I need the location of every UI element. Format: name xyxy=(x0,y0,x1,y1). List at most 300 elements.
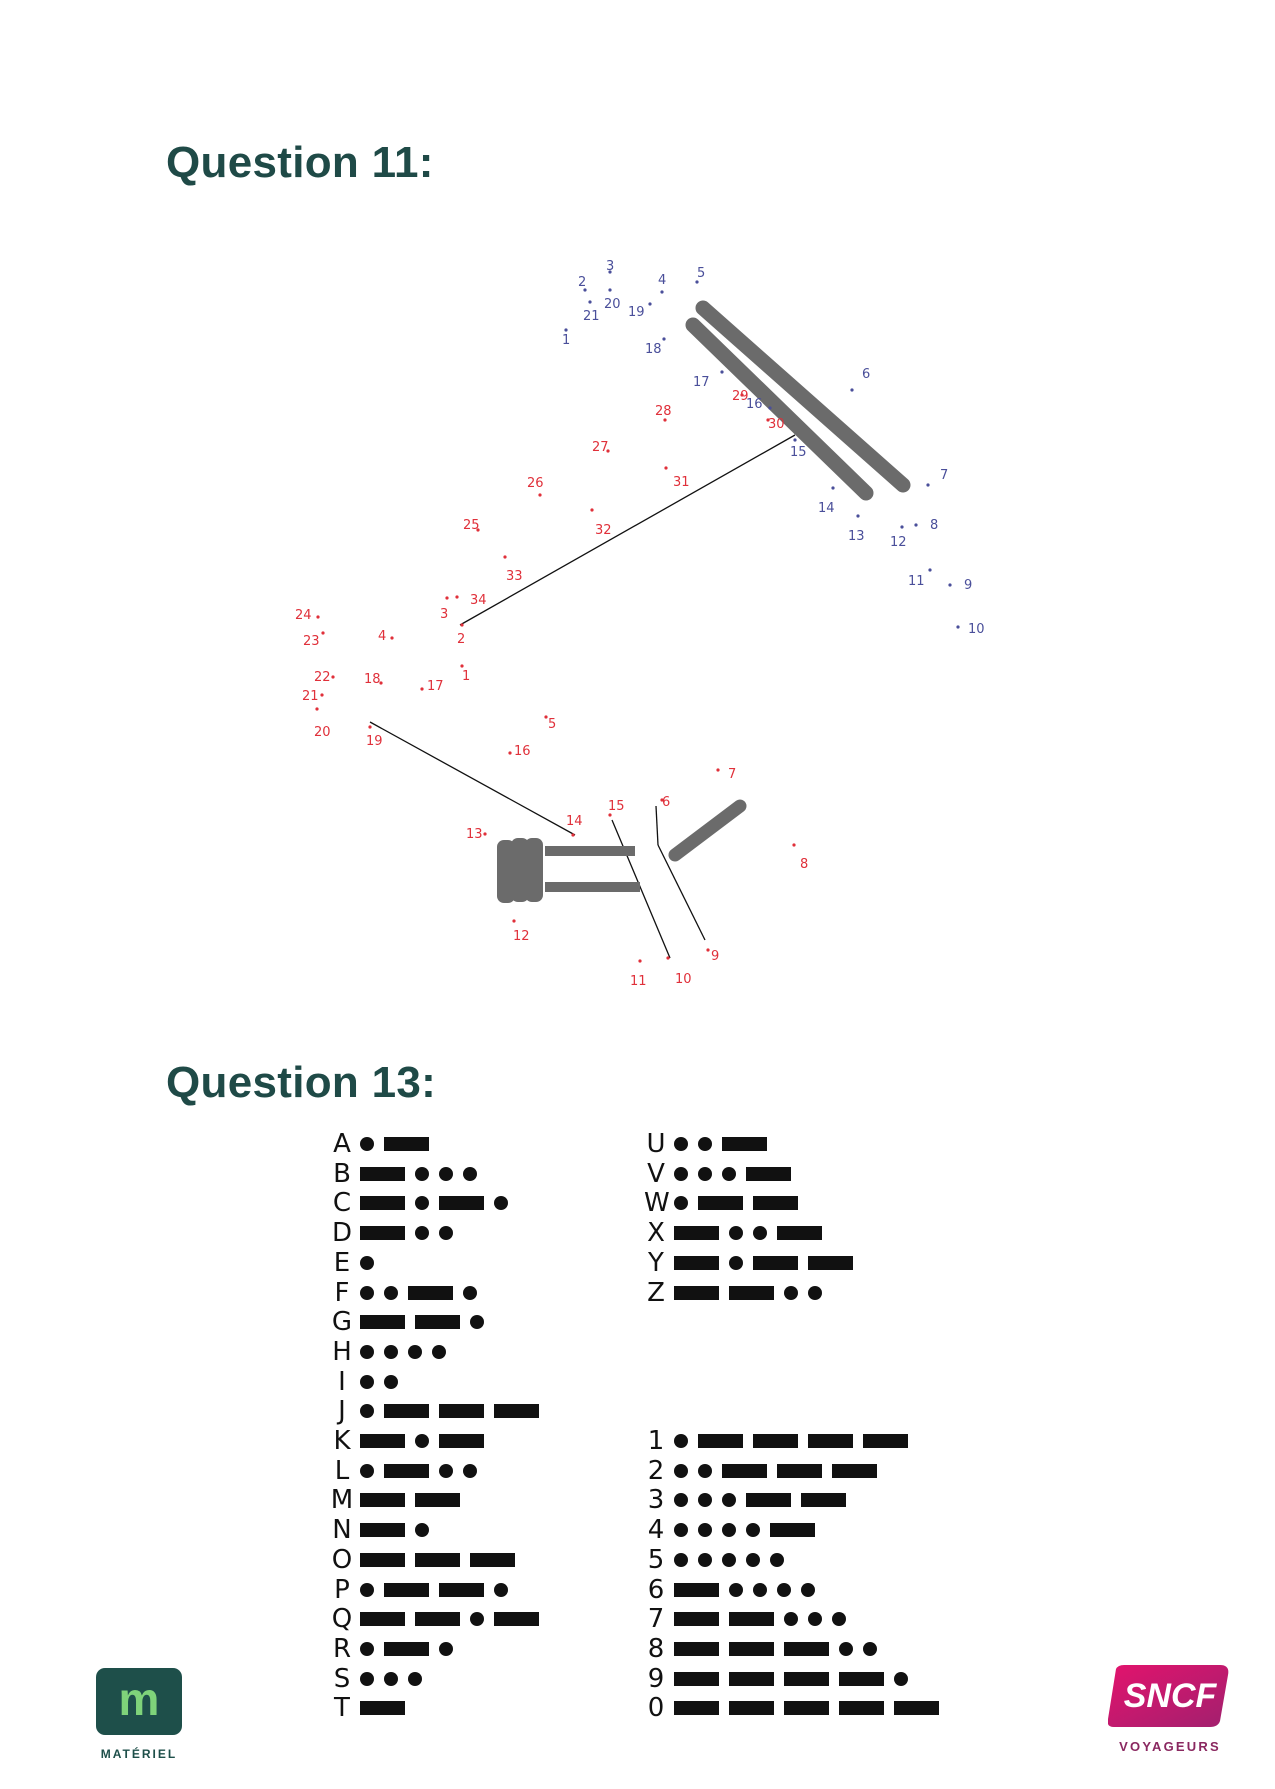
morse-dot xyxy=(494,1196,508,1210)
morse-code xyxy=(358,1701,413,1715)
morse-dot xyxy=(753,1226,767,1240)
blue-point-label: 19 xyxy=(628,305,645,320)
svg-text:m: m xyxy=(118,1680,160,1723)
morse-dot xyxy=(463,1286,477,1300)
morse-dash xyxy=(674,1701,719,1715)
morse-dot xyxy=(415,1434,429,1448)
red-point-label: 9 xyxy=(711,949,720,964)
red-point-24 xyxy=(316,615,319,618)
morse-dash xyxy=(753,1196,798,1210)
red-point-9 xyxy=(706,948,709,951)
morse-code xyxy=(358,1493,468,1507)
morse-dash xyxy=(674,1612,719,1626)
morse-dash xyxy=(415,1493,460,1507)
morse-dot xyxy=(894,1672,908,1686)
morse-code xyxy=(358,1137,437,1151)
morse-dot xyxy=(439,1226,453,1240)
morse-character: P xyxy=(334,1574,350,1605)
blue-point-9 xyxy=(948,583,951,586)
morse-dot xyxy=(784,1612,798,1626)
morse-character: Q xyxy=(331,1604,353,1635)
materiel-logo xyxy=(96,1668,182,1761)
morse-row xyxy=(644,1249,861,1277)
blue-point-16 xyxy=(768,406,771,409)
morse-dot xyxy=(698,1493,712,1507)
red-point-14 xyxy=(571,833,574,836)
red-point-label: 17 xyxy=(427,679,444,694)
blue-point-7 xyxy=(926,483,929,486)
morse-code xyxy=(358,1226,461,1240)
morse-character: 3 xyxy=(647,1485,665,1516)
guide-line-lower xyxy=(370,722,575,835)
morse-dash xyxy=(360,1226,405,1240)
morse-dot xyxy=(839,1642,853,1656)
morse-dash xyxy=(674,1642,719,1656)
morse-dot xyxy=(698,1553,712,1567)
red-point-label: 12 xyxy=(513,929,530,944)
morse-code xyxy=(672,1464,885,1478)
morse-dash xyxy=(863,1434,908,1448)
morse-dot xyxy=(674,1493,688,1507)
blue-point-label: 18 xyxy=(645,342,662,357)
morse-dash xyxy=(839,1701,884,1715)
morse-dot xyxy=(674,1523,688,1537)
red-point-label: 34 xyxy=(470,593,487,608)
morse-row xyxy=(330,1189,516,1217)
question-11-title: Question 11: xyxy=(166,138,434,187)
blue-point-label: 20 xyxy=(604,297,621,312)
morse-dash xyxy=(674,1226,719,1240)
morse-character: 0 xyxy=(647,1693,665,1724)
blue-point-label: 13 xyxy=(848,529,865,544)
red-point-31 xyxy=(664,466,667,469)
morse-dot xyxy=(384,1345,398,1359)
blue-point-14 xyxy=(831,486,834,489)
morse-dash xyxy=(470,1553,515,1567)
morse-row xyxy=(330,1665,430,1693)
red-point-34 xyxy=(455,595,458,598)
morse-dash xyxy=(384,1642,429,1656)
morse-dash xyxy=(784,1672,829,1686)
blue-point-17 xyxy=(720,370,723,373)
morse-code xyxy=(672,1612,854,1626)
red-point-label: 4 xyxy=(378,629,387,644)
morse-character: 5 xyxy=(647,1544,665,1575)
morse-dot xyxy=(384,1286,398,1300)
red-point-label: 11 xyxy=(630,974,647,989)
morse-code xyxy=(358,1434,492,1448)
morse-row xyxy=(330,1576,516,1604)
morse-dot xyxy=(415,1226,429,1240)
morse-dash xyxy=(753,1256,798,1270)
red-point-label: 13 xyxy=(466,827,483,842)
morse-dot xyxy=(722,1523,736,1537)
morse-dash xyxy=(360,1315,405,1329)
morse-code xyxy=(358,1583,516,1597)
red-point-22 xyxy=(331,675,334,678)
morse-dash xyxy=(494,1612,539,1626)
red-point-17 xyxy=(420,687,423,690)
morse-dot xyxy=(784,1286,798,1300)
red-point-label: 25 xyxy=(463,518,480,533)
red-point-26 xyxy=(538,493,541,496)
morse-dash xyxy=(777,1226,822,1240)
red-point-8 xyxy=(792,843,795,846)
morse-row xyxy=(644,1130,775,1158)
morse-dash xyxy=(360,1553,405,1567)
blue-point-label: 7 xyxy=(940,468,949,483)
sncf-badge xyxy=(1108,1663,1232,1729)
morse-dash xyxy=(384,1583,429,1597)
morse-dash xyxy=(360,1196,405,1210)
morse-row xyxy=(644,1576,823,1604)
morse-dot xyxy=(746,1553,760,1567)
morse-row xyxy=(644,1694,947,1722)
morse-dot xyxy=(463,1464,477,1478)
morse-dot xyxy=(360,1404,374,1418)
morse-code xyxy=(358,1642,461,1656)
morse-code xyxy=(672,1523,823,1537)
guide-line-right xyxy=(658,845,705,940)
red-point-label: 21 xyxy=(302,689,319,704)
red-point-label: 30 xyxy=(768,417,785,432)
morse-dot xyxy=(746,1523,760,1537)
morse-character: R xyxy=(332,1633,352,1664)
morse-character: W xyxy=(644,1188,670,1219)
sncf-logo xyxy=(1108,1663,1232,1754)
morse-dot xyxy=(439,1642,453,1656)
red-point-23 xyxy=(321,631,324,634)
morse-dash xyxy=(439,1434,484,1448)
red-point-label: 28 xyxy=(655,404,672,419)
blue-point-label: 21 xyxy=(583,309,600,324)
morse-code xyxy=(358,1672,430,1686)
blue-point-label: 5 xyxy=(697,266,706,281)
blue-point-19 xyxy=(648,302,651,305)
guide-line-upper xyxy=(460,435,795,625)
blue-point-21 xyxy=(588,300,591,303)
morse-dot xyxy=(698,1464,712,1478)
morse-code xyxy=(358,1404,547,1418)
morse-row xyxy=(330,1338,454,1366)
blue-point-11 xyxy=(928,568,931,571)
morse-row xyxy=(330,1486,468,1514)
morse-code xyxy=(672,1672,916,1686)
blue-point-label: 10 xyxy=(968,622,985,637)
blue-point-label: 15 xyxy=(790,445,807,460)
morse-dot xyxy=(360,1375,374,1389)
morse-dash xyxy=(839,1672,884,1686)
red-point-32 xyxy=(590,508,593,511)
blue-point-label: 4 xyxy=(658,273,667,288)
morse-code xyxy=(672,1196,806,1210)
blue-point-label: 17 xyxy=(693,375,710,390)
morse-dash xyxy=(722,1464,767,1478)
morse-row xyxy=(330,1427,492,1455)
morse-dot xyxy=(360,1583,374,1597)
morse-code xyxy=(672,1642,885,1656)
blue-point-6 xyxy=(850,388,853,391)
morse-row xyxy=(330,1308,492,1336)
morse-character: I xyxy=(338,1366,346,1397)
morse-dash xyxy=(770,1523,815,1537)
morse-dash xyxy=(801,1493,846,1507)
morse-character: O xyxy=(331,1544,353,1575)
morse-dot xyxy=(729,1583,743,1597)
blue-point-12 xyxy=(900,525,903,528)
blue-point-label: 3 xyxy=(606,259,615,274)
morse-dash xyxy=(832,1464,877,1478)
morse-code xyxy=(672,1137,775,1151)
morse-dot xyxy=(808,1286,822,1300)
morse-character: A xyxy=(333,1129,351,1159)
red-point-21 xyxy=(320,693,323,696)
morse-row xyxy=(330,1249,382,1277)
morse-dot xyxy=(384,1375,398,1389)
morse-dash xyxy=(674,1672,719,1686)
morse-character: 7 xyxy=(647,1604,665,1635)
morse-character: 9 xyxy=(647,1663,665,1694)
morse-dash xyxy=(808,1256,853,1270)
morse-dash xyxy=(894,1701,939,1715)
morse-dot xyxy=(722,1553,736,1567)
morse-dash xyxy=(729,1612,774,1626)
morse-code xyxy=(358,1523,437,1537)
morse-dot xyxy=(463,1167,477,1181)
blue-point-label: 14 xyxy=(818,501,835,516)
lower-angled-bar xyxy=(675,806,740,855)
red-point-label: 26 xyxy=(527,476,544,491)
blue-point-label: 6 xyxy=(862,367,871,382)
morse-dash xyxy=(698,1434,743,1448)
morse-dash xyxy=(746,1167,791,1181)
morse-code xyxy=(672,1286,830,1300)
red-point-label: 24 xyxy=(295,608,312,623)
blue-point-label: 12 xyxy=(890,535,907,550)
morse-dash xyxy=(784,1642,829,1656)
red-point-4 xyxy=(390,636,393,639)
morse-dash xyxy=(360,1434,405,1448)
red-point-20 xyxy=(315,707,318,710)
morse-dot xyxy=(408,1672,422,1686)
red-point-label: 1 xyxy=(462,669,471,684)
red-point-2 xyxy=(460,623,463,626)
morse-row xyxy=(330,1368,406,1396)
morse-dot xyxy=(674,1464,688,1478)
morse-dot xyxy=(360,1286,374,1300)
morse-dot xyxy=(415,1167,429,1181)
red-point-label: 31 xyxy=(673,475,690,490)
morse-dot xyxy=(698,1523,712,1537)
materiel-caption: MATÉRIEL xyxy=(100,1747,178,1761)
red-point-label: 18 xyxy=(364,672,381,687)
morse-code xyxy=(358,1553,523,1567)
morse-dash xyxy=(729,1642,774,1656)
blue-point-15 xyxy=(793,438,796,441)
morse-dot xyxy=(801,1583,815,1597)
morse-dash xyxy=(415,1612,460,1626)
morse-dash xyxy=(777,1464,822,1478)
red-point-label: 22 xyxy=(314,670,331,685)
morse-dash xyxy=(674,1583,719,1597)
morse-row xyxy=(644,1605,854,1633)
blue-point-13 xyxy=(856,514,859,517)
morse-character: T xyxy=(334,1693,350,1724)
morse-character: S xyxy=(333,1663,351,1694)
question-13-title: Question 13: xyxy=(166,1058,437,1107)
morse-row xyxy=(330,1219,461,1247)
morse-character: M xyxy=(330,1485,354,1516)
morse-row xyxy=(644,1486,854,1514)
morse-dash xyxy=(360,1167,405,1181)
morse-row xyxy=(644,1516,823,1544)
red-point-19 xyxy=(368,725,371,728)
sncf-caption: VOYAGEURS xyxy=(1119,1739,1221,1754)
red-point-13 xyxy=(483,832,486,835)
morse-dot xyxy=(808,1612,822,1626)
red-point-label: 16 xyxy=(514,744,531,759)
blue-point-label: 16 xyxy=(746,397,763,412)
morse-dash xyxy=(674,1256,719,1270)
red-point-label: 5 xyxy=(548,717,557,732)
blue-point-label: 8 xyxy=(930,518,939,533)
red-point-label: 20 xyxy=(314,725,331,740)
morse-code xyxy=(672,1226,830,1240)
upper-bar-inner xyxy=(693,325,866,493)
morse-row xyxy=(644,1546,792,1574)
blue-point-10 xyxy=(956,625,959,628)
coil-rod-bottom xyxy=(545,882,640,892)
morse-dash xyxy=(729,1286,774,1300)
morse-dash xyxy=(729,1672,774,1686)
red-point-label: 33 xyxy=(506,569,523,584)
morse-dot xyxy=(674,1553,688,1567)
morse-dot xyxy=(722,1493,736,1507)
red-point-label: 6 xyxy=(662,795,671,810)
blue-point-label: 2 xyxy=(578,275,587,290)
red-point-label: 27 xyxy=(592,440,609,455)
morse-row xyxy=(644,1160,799,1188)
morse-row xyxy=(330,1130,437,1158)
morse-dash xyxy=(384,1464,429,1478)
morse-code xyxy=(358,1256,382,1270)
red-point-label: 23 xyxy=(303,634,320,649)
morse-code xyxy=(358,1315,492,1329)
morse-dash xyxy=(384,1404,429,1418)
red-point-16 xyxy=(508,751,511,754)
morse-character: 1 xyxy=(647,1426,665,1456)
morse-dash xyxy=(674,1286,719,1300)
red-point-set xyxy=(295,389,808,989)
blue-point-4 xyxy=(660,290,663,293)
morse-dot xyxy=(729,1226,743,1240)
morse-row xyxy=(644,1219,830,1247)
morse-row xyxy=(644,1279,830,1307)
red-point-label: 10 xyxy=(675,972,692,987)
morse-character: U xyxy=(646,1129,666,1159)
morse-dash xyxy=(439,1196,484,1210)
morse-character: X xyxy=(647,1218,665,1249)
morse-row xyxy=(330,1635,461,1663)
morse-dot xyxy=(360,1345,374,1359)
morse-dot xyxy=(753,1583,767,1597)
red-point-label: 3 xyxy=(440,607,449,622)
morse-code xyxy=(358,1167,485,1181)
morse-code xyxy=(358,1196,516,1210)
morse-character: F xyxy=(334,1277,350,1308)
red-point-1 xyxy=(460,664,463,667)
morse-dot xyxy=(360,1672,374,1686)
morse-row xyxy=(330,1160,485,1188)
morse-dot xyxy=(722,1167,736,1181)
morse-dash xyxy=(360,1612,405,1626)
blue-point-label: 1 xyxy=(562,333,571,348)
morse-dot xyxy=(770,1553,784,1567)
morse-dot xyxy=(674,1137,688,1151)
morse-dot xyxy=(698,1137,712,1151)
morse-dot xyxy=(674,1434,688,1448)
morse-code xyxy=(358,1464,485,1478)
morse-row xyxy=(330,1516,437,1544)
red-point-label: 19 xyxy=(366,734,383,749)
red-point-3 xyxy=(445,596,448,599)
blue-point-label: 11 xyxy=(908,574,925,589)
morse-character: Y xyxy=(648,1247,664,1278)
morse-code xyxy=(358,1375,406,1389)
red-point-label: 8 xyxy=(800,857,809,872)
morse-character: N xyxy=(332,1515,352,1546)
morse-row xyxy=(330,1694,413,1722)
blue-point-20 xyxy=(608,288,611,291)
morse-code xyxy=(672,1256,861,1270)
morse-dot xyxy=(674,1167,688,1181)
morse-dash xyxy=(360,1493,405,1507)
drawing-shapes xyxy=(370,308,903,958)
morse-character: 4 xyxy=(647,1515,665,1546)
morse-dash xyxy=(746,1493,791,1507)
morse-row xyxy=(644,1665,916,1693)
morse-dot xyxy=(360,1137,374,1151)
morse-dash xyxy=(360,1523,405,1537)
morse-character: H xyxy=(332,1336,352,1367)
morse-code xyxy=(672,1493,854,1507)
morse-character: 6 xyxy=(647,1574,665,1605)
morse-character: J xyxy=(338,1396,346,1427)
morse-dash xyxy=(415,1553,460,1567)
morse-row xyxy=(644,1457,885,1485)
morse-row xyxy=(330,1605,547,1633)
morse-code xyxy=(672,1553,792,1567)
morse-character: K xyxy=(333,1426,351,1456)
morse-dot xyxy=(439,1167,453,1181)
morse-dot xyxy=(729,1256,743,1270)
morse-dash xyxy=(408,1286,453,1300)
morse-dot xyxy=(415,1196,429,1210)
blue-point-8 xyxy=(914,523,917,526)
morse-dot xyxy=(439,1464,453,1478)
morse-dot xyxy=(674,1196,688,1210)
morse-dot xyxy=(360,1464,374,1478)
morse-dot xyxy=(470,1315,484,1329)
blue-point-label: 9 xyxy=(964,578,973,593)
materiel-logo-tile xyxy=(96,1668,182,1735)
coil-ring-3 xyxy=(525,838,543,902)
morse-character: 2 xyxy=(647,1455,665,1486)
morse-row xyxy=(644,1635,885,1663)
morse-dash xyxy=(753,1434,798,1448)
morse-row xyxy=(330,1546,523,1574)
morse-dot xyxy=(415,1523,429,1537)
